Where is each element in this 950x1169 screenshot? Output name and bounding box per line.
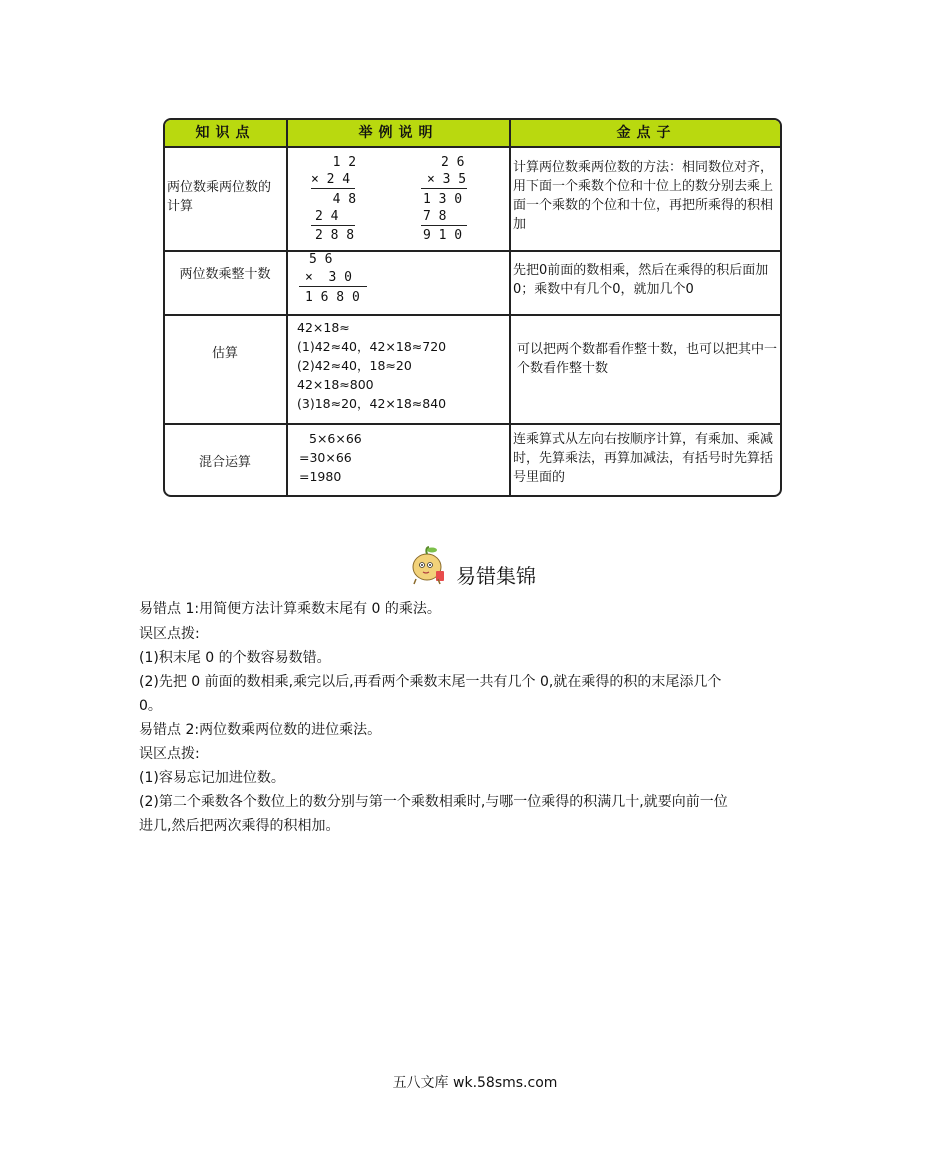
paragraph: (2)先把 0 前面的数相乘,乘完以后,再看两个乘数末尾一共有几个 0,就在乘得的积的末尾添几个	[139, 674, 722, 690]
calc-line: 7 8	[423, 209, 447, 224]
calc-line: 1 6 8 0	[305, 290, 360, 305]
calc-line: 1 2	[317, 155, 357, 170]
paragraph: 误区点拨:	[139, 746, 200, 762]
estimate-line: (2)42≈40，18≈20	[297, 358, 412, 373]
calc-line: 2 6	[441, 155, 465, 170]
table-row-tip: 计算两位数乘两位数的方法：相同数位对齐，用下面一个乘数个位和十位上的数分别去乘上面一个乘数的个位和十位，再把所乘得的积相加	[513, 160, 774, 232]
column-divider	[509, 120, 511, 495]
mixed-calc-line: =1980	[299, 469, 342, 484]
calc-rule	[421, 188, 467, 189]
estimate-line: 42×18≈800	[297, 377, 374, 392]
calc-rule	[421, 225, 467, 226]
paragraph: (1)容易忘记加进位数。	[139, 770, 285, 786]
table-row-tip: 可以把两个数都看作整十数，也可以把其中一个数看作整十数	[517, 342, 778, 376]
paragraph: 易错点 1:用简便方法计算乘数末尾有 0 的乘法。	[139, 601, 441, 617]
calc-line: 2 4	[315, 209, 339, 224]
calc-line: 9 1 0	[423, 228, 463, 243]
mixed-calc-line: 5×6×66	[309, 431, 362, 446]
calc-line: × 3 5	[427, 172, 467, 187]
mascot-icon	[410, 545, 446, 585]
header-topic: 知识点	[195, 125, 256, 141]
calc-rule	[299, 286, 367, 287]
paragraph: 进几,然后把两次乘得的积相加。	[139, 818, 340, 834]
knowledge-table	[163, 118, 782, 497]
table-row-topic: 估算	[211, 346, 238, 361]
footer-watermark: 五八文库 wk.58sms.com	[392, 1075, 558, 1091]
calc-rule	[311, 225, 355, 226]
paragraph: (2)第二个乘数各个数位上的数分别与第一个乘数相乘时,与哪一位乘得的积满几十,就要向前一位	[139, 794, 728, 810]
table-row-tip: 连乘算式从左向右按顺序计算，有乘加、乘减时，先算乘法，再算加减法，有括号时先算括号里面的	[513, 432, 774, 485]
paragraph: 易错点 2:两位数乘两位数的进位乘法。	[139, 722, 382, 738]
calc-line: × 2 4	[311, 172, 351, 187]
table-row-tip: 先把0前面的数相乘，然后在乘得的积后面加0；乘数中有几个0，就加几个0	[513, 263, 769, 297]
column-divider	[286, 120, 288, 495]
table-header	[165, 120, 780, 148]
row-divider	[165, 423, 780, 425]
paragraph: 误区点拨:	[139, 626, 200, 642]
mixed-calc-line: =30×66	[299, 450, 352, 465]
section-title: 易错集锦	[456, 564, 536, 588]
estimate-line: (3)18≈20，42×18≈840	[297, 396, 447, 411]
paragraph: 0。	[139, 698, 162, 714]
row-divider	[165, 250, 780, 252]
table-row-topic: 两位数乘两位数的计算	[167, 180, 272, 214]
calc-line: 2 8 8	[315, 228, 355, 243]
table-row-topic: 两位数乘整十数	[179, 267, 271, 282]
calc-line: × 3 0	[305, 270, 352, 285]
estimate-line: (1)42≈40，42×18≈720	[297, 339, 447, 354]
table-row-topic: 混合运算	[198, 455, 251, 470]
calc-line: 5 6	[309, 252, 333, 267]
row-divider	[165, 314, 780, 316]
calc-rule	[311, 188, 355, 189]
header-tip: 金点子	[616, 125, 677, 141]
calc-line: 1 3 0	[423, 192, 463, 207]
calc-line: 4 8	[317, 192, 357, 207]
estimate-line: 42×18≈	[297, 320, 350, 335]
header-example: 举例说明	[358, 125, 439, 141]
paragraph: (1)积末尾 0 的个数容易数错。	[139, 650, 331, 666]
